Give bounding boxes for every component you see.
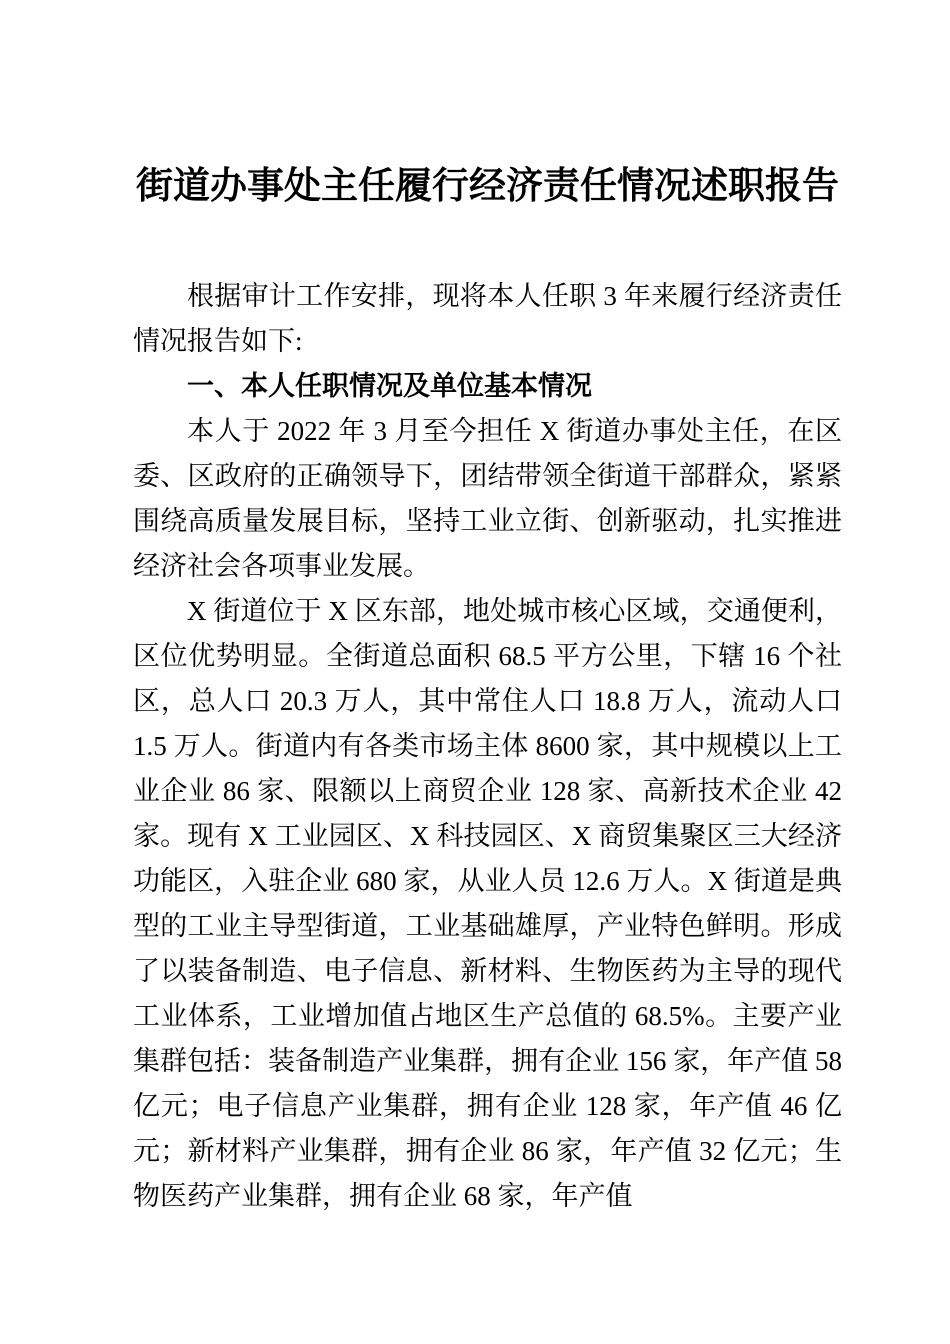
paragraph-tenure: 本人于 2022 年 3 月至今担任 X 街道办事处主任，在区委、区政府的正确领导下，团结带领全街道干部群众，紧紧围绕高质量发展目标，坚持工业立街、创新驱动，扎实推进经济社会各项事业发展。	[133, 416, 842, 581]
paragraph-intro: 根据审计工作安排，现将本人任职 3 年来履行经济责任情况报告如下:	[133, 281, 842, 356]
document-title: 街道办事处主任履行经济责任情况述职报告	[136, 166, 839, 207]
section-heading-1: 一、本人任职情况及单位基本情况	[187, 371, 592, 401]
paragraph-street-overview: X 街道位于 X 区东部，地处城市核心区域，交通便利，区位优势明显。全街道总面积 68.5 平方公里，下辖 16 个社区，总人口 20.3 万人，其中常住人口 18.8 万人，流动人口 1.5 万人。街道内有各类市场主体 8600 家，其中规模以上工业企业 86 家、限额以上商贸企业 128 家、高新技术企业 42 家。现有 X 工业园区、X 科技园区、X 商贸集聚区三大经济功能区，入驻企业 680 家，从业人员 12.6 万人。X 街道是典型的工业主导型街道，工业基础雄厚，产业特色鲜明。形成了以装备制造、电子信息、新材料、生物医药为主导的现代工业体系，工业增加值占地区生产总值的 68.5%。主要产业集群包括：装备制造产业集群，拥有企业 156 家，年产值 58 亿元；电子信息产业集群，拥有企业 128 家，年产值 46 亿元；新材料产业集群，拥有企业 86 家，年产值 32 亿元；生物医药产业集群，拥有企业 68 家，年产值	[133, 596, 842, 1211]
document-content	[133, 160, 842, 1219]
